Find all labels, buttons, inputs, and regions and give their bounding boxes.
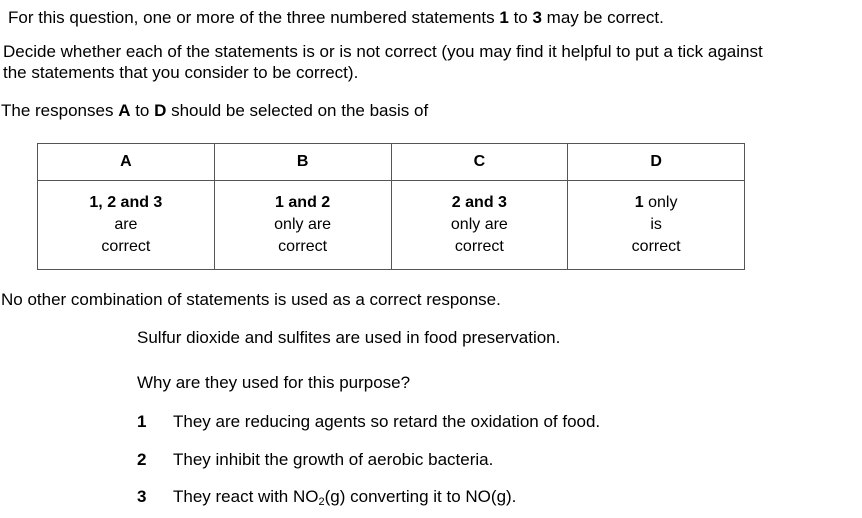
response-cell-a: 1, 2 and 3 are correct <box>38 181 215 270</box>
statement-text: They react with $NO_2(g)$ converting it to NO(g). <box>173 487 517 508</box>
response-key-body-row <box>38 181 745 270</box>
response-header-a: A <box>38 144 215 181</box>
responses-basis-line: The responses A to D should be selected on the basis of <box>1 101 429 120</box>
statement-text: They are reducing agents so retard the oxidation of food. <box>173 412 601 431</box>
statement-number: 2 <box>137 450 147 469</box>
response-key-table <box>37 143 745 270</box>
instruction-line-1: For this question, one or more of the three numbered statements 1 to 3 may be correct. <box>8 8 664 27</box>
question-stem: Sulfur dioxide and sulfites are used in food preservation. <box>137 328 561 347</box>
question-prompt: Why are they used for this purpose? <box>137 373 411 392</box>
response-cell-d: 1 only is correct <box>568 181 745 270</box>
statement-number: 3 <box>137 487 147 506</box>
response-key-header-row <box>38 144 745 181</box>
instruction-line-2: Decide whether each of the statements is or is not correct (you may find it helpful to put a tick against <box>3 42 763 61</box>
statement-number: 1 <box>137 412 147 431</box>
response-header-c: C <box>391 144 568 181</box>
response-header-d: D <box>568 144 745 181</box>
response-header-b: B <box>214 144 391 181</box>
response-cell-c: 2 and 3 only are correct <box>391 181 568 270</box>
combination-note: No other combination of statements is used as a correct response. <box>1 290 501 309</box>
instruction-line-3: the statements that you consider to be correct). <box>3 63 359 82</box>
response-cell-b: 1 and 2 only are correct <box>214 181 391 270</box>
statement-text: They inhibit the growth of aerobic bacteria. <box>173 450 494 469</box>
